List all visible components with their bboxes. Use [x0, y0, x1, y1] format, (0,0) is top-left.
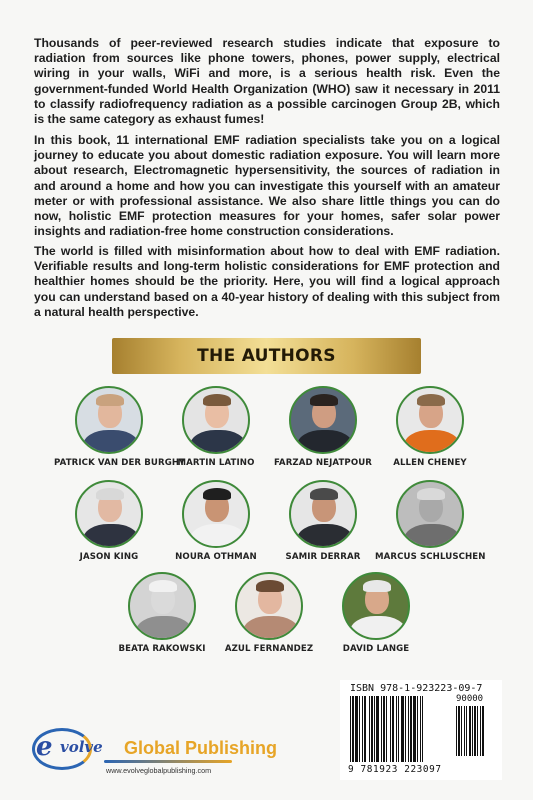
isbn-label: ISBN 978-1-923223-09-7 — [350, 683, 483, 694]
photo-shoulders — [190, 430, 246, 454]
barcode-bar — [350, 696, 351, 762]
barcode-bar — [417, 696, 418, 762]
author-name: JASON KING — [79, 552, 139, 562]
photo-shoulders — [297, 524, 353, 548]
author-photo — [75, 480, 143, 548]
barcode-bar — [352, 696, 354, 762]
author-card — [54, 480, 164, 562]
barcode-bar — [381, 696, 382, 762]
price-code: 90000 — [456, 694, 484, 704]
author-photo — [128, 572, 196, 640]
author-photo — [396, 480, 464, 548]
author-name: PATRICK VAN DER BURGHT — [54, 458, 186, 468]
photo-hair — [203, 394, 231, 406]
author-name: MARTIN LATINO — [177, 458, 255, 468]
price-bar — [477, 706, 478, 756]
photo-shoulders — [136, 616, 192, 640]
author-card — [214, 572, 324, 654]
author-name: SAMIR DERRAR — [285, 552, 361, 562]
photo-shoulders — [190, 524, 246, 548]
logo-underline — [104, 760, 232, 763]
price-bar — [474, 706, 476, 756]
intro-paragraph: Thousands of peer-reviewed research studies indicate that exposure to radiation from sources like phone towers, phones, power supply, electrical wiring in your walls, WiFi and more, is a serious health risk. Even the government-funded World Health Organization (WHO) saw it necessary in 2011 to classify radiofrequency radiation as a possible carcinogen Group 2B, which is the same category as exhaust fumes! — [34, 36, 500, 127]
photo-hair — [417, 394, 445, 406]
author-card — [375, 386, 485, 468]
barcode-bar — [422, 696, 423, 762]
author-name: AZUL FERNANDEZ — [224, 644, 314, 654]
barcode-bar — [386, 696, 387, 762]
author-photo — [182, 480, 250, 548]
price-bar — [480, 706, 481, 756]
author-name: DAVID LANGE — [342, 644, 410, 654]
book-overview-paragraph: In this book, 11 international EMF radiation specialists take you on a logical journey to educate you about domestic radiation exposure. You will learn more about research, Electromagnetic hypersensitivity, the sources of radiation in and around a home and how you can investigate this yourself with an amateur meter or with professional assistance. We also share little things you can do now, holistic EMF protection measures for your homes, safer solar power insights and radiation-free home construction considerations. — [34, 133, 500, 239]
photo-hair — [310, 488, 338, 500]
price-bar — [456, 706, 457, 756]
author-card — [321, 572, 431, 654]
photo-shoulders — [83, 430, 139, 454]
photo-hair — [363, 580, 391, 592]
barcode-bar — [420, 696, 421, 762]
publisher-website: www.evolveglobalpublishing.com — [106, 766, 212, 775]
author-card — [268, 386, 378, 468]
barcode-bar — [383, 696, 385, 762]
authors-banner — [112, 338, 421, 374]
barcode-bar — [359, 696, 360, 762]
photo-shoulders — [83, 524, 139, 548]
photo-hair — [256, 580, 284, 592]
author-card — [161, 480, 271, 562]
photo-hair — [96, 488, 124, 500]
barcode-bar — [408, 696, 409, 762]
photo-hair — [310, 394, 338, 406]
author-card — [268, 480, 378, 562]
author-photo — [182, 386, 250, 454]
price-bar — [464, 706, 465, 756]
authors-heading: THE AUTHORS — [197, 346, 336, 366]
photo-shoulders — [297, 430, 353, 454]
author-photo — [342, 572, 410, 640]
photo-shoulders — [404, 430, 460, 454]
author-photo — [289, 386, 357, 454]
barcode-bar — [405, 696, 406, 762]
logo-volve-text: volve — [60, 738, 103, 756]
barcode-bar — [401, 696, 404, 762]
publisher-logo — [26, 728, 286, 780]
barcode-bar — [364, 696, 366, 762]
isbn-number: 9 781923 223097 — [348, 764, 442, 775]
closing-paragraph: The world is filled with misinformation about how to deal with EMF radiation. Verifiable results and long-term holistic considerations for EMF protection and healthier homes should be the priority. Here, you will find a logical approach you can understand based on a 40-year history of dealing with this subject from a natural health perspective. — [34, 244, 500, 319]
author-photo — [289, 480, 357, 548]
author-photo — [396, 386, 464, 454]
photo-hair — [149, 580, 177, 592]
author-name: MARCUS SCHLUSCHEN — [375, 552, 486, 562]
photo-hair — [96, 394, 124, 406]
publisher-name: Global Publishing — [124, 738, 277, 758]
photo-shoulders — [243, 616, 299, 640]
barcode-bar — [371, 696, 373, 762]
barcode-bar — [369, 696, 370, 762]
isbn-barcode — [340, 680, 502, 780]
author-name: ALLEN CHENEY — [393, 458, 467, 468]
author-card — [107, 572, 217, 654]
photo-shoulders — [350, 616, 406, 640]
barcode-bar — [374, 696, 375, 762]
author-photo — [235, 572, 303, 640]
barcode-bar — [398, 696, 399, 762]
barcode-bar — [376, 696, 379, 762]
barcode-bar — [392, 696, 394, 762]
price-bar — [461, 706, 462, 756]
author-card — [375, 480, 485, 562]
barcode-bar — [362, 696, 363, 762]
barcode-bar — [396, 696, 397, 762]
author-name: FARZAD NEJATPOUR — [273, 458, 373, 468]
author-photo — [75, 386, 143, 454]
price-bar — [469, 706, 471, 756]
barcode-bar — [413, 696, 416, 762]
photo-shoulders — [404, 524, 460, 548]
author-card — [161, 386, 271, 468]
price-bar — [466, 706, 467, 756]
author-card — [54, 386, 186, 468]
author-name: BEATA RAKOWSKI — [118, 644, 206, 654]
barcode-bar — [410, 696, 412, 762]
barcode-bar — [390, 696, 391, 762]
price-bar — [482, 706, 484, 756]
photo-hair — [203, 488, 231, 500]
price-bar — [458, 706, 460, 756]
author-name: NOURA OTHMAN — [175, 552, 257, 562]
barcode-bar — [355, 696, 358, 762]
logo-e-letter: e — [36, 732, 53, 762]
price-bar — [472, 706, 473, 756]
photo-hair — [417, 488, 445, 500]
